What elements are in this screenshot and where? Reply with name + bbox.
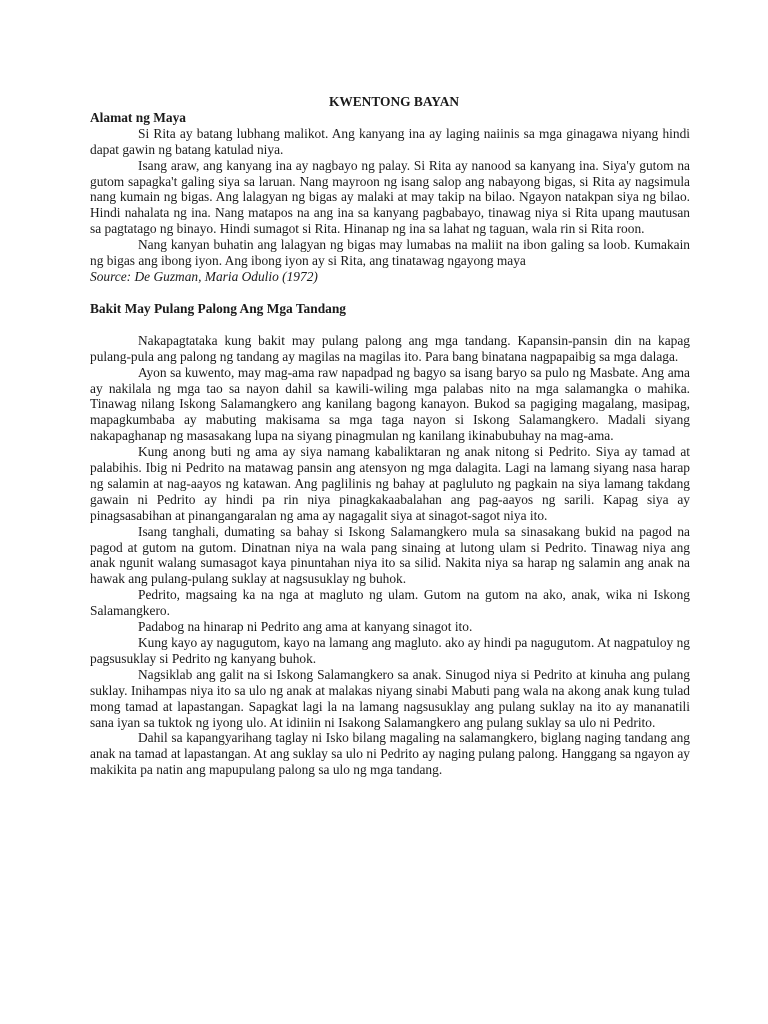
paragraph: Dahil sa kapangyarihang taglay ni Isko bilang magaling na salamangkero, biglang naging tandang ang anak na tamad at lapastangan. At ang suklay sa ulo ni Pedrito ay naging pulang palong. Hanggang sa ngayon ay makikita pa natin ang mapupulang palong sa ulo ng mga tandang. <box>90 730 690 778</box>
document-body <box>90 94 690 778</box>
paragraph: Nagsiklab ang galit na si Iskong Salamangkero sa anak. Sinugod niya si Pedrito at kinuha ang pulang suklay. Inihampas niya ito sa ulo ng anak at malakas niyang sinabi Mabuti pang wala na akong anak kung tulad mong tamad at lapastangan. Sapagkat lagi la na lamang nagsusuklay ang pulang suklay na ito ay mananatili sana iyan sa tuktok ng iyong ulo. At idiniin ni Isakong Salamangkero ang pulang suklay sa ulo ni Pedrito. <box>90 666 690 730</box>
paragraph: Nakapagtataka kung bakit may pulang palong ang mga tandang. Kapansin-pansin din na kapag pulang-pula ang palong ng tandang ay magilas na magilas ito. Para bang binatana nagpapaibig sa mga dalaga. <box>90 332 690 364</box>
paragraph: Kung kayo ay nagugutom, kayo na lamang ang magluto. ako ay hindi pa nagugutom. At nagpatuloy ng pagsusuklay si Pedrito ng kanyang buhok. <box>90 635 690 666</box>
paragraph: Kung anong buti ng ama ay siya namang kabaliktaran ng anak nitong si Pedrito. Siya ay tamad at palabihis. Ibig ni Pedrito na matawag pansin ang atensyon ng mga dalagita. Lagi na lamang siyang nasa harap ng salamin at nag-aayos ng katawan. Ang paglilinis ng bahay at pagluluto ng pagkain na siya lamang takdang gawain ni Pedrito ay hindi pa rin niya pinagkakaabalahan ang pag-aayos ng sarili. Kapag siya ay pinagsasabihan at pinangangaralan ng ama ay nagagalit siya at sinagot-sagot niya ito. <box>90 444 690 523</box>
page-title: KWENTONG BAYAN <box>328 94 460 109</box>
paragraph: Padabog na hinarap ni Pedrito ang ama at kanyang sinagot ito. <box>138 619 473 635</box>
source-citation: Source: De Guzman, Maria Odulio (1972) <box>90 268 318 284</box>
paragraph: Isang tanghali, dumating sa bahay si Iskong Salamangkero mula sa sinasakang bukid na pagod na pagod at gutom na gutom. Dinatnan niya na wala pang sinaing at lutong ulam si Pedrito. Tinawag niya ang anak ngunit walang sumasagot kaya pinuntahan niya ito sa silid. Nakita niya sa harap ng salamin ang anak na hawak ang pulang-pulang suklay at nagsusuklay ng buhok. <box>90 523 690 587</box>
paragraph: Nang kanyan buhatin ang lalagyan ng bigas may lumabas na maliit na ibon galing sa loob. Kumakain ng bigas ang ibong iyon. Ang ibong iyon ay si Rita, ang tinatawag ngayong maya <box>90 237 690 269</box>
paragraph: Pedrito, magsaing ka na nga at magluto ng ulam. Gutom na gutom na ako, anak, wika ni Iskong Salamangkero. <box>90 587 690 619</box>
paragraph: Si Rita ay batang lubhang malikot. Ang kanyang ina ay laging naiinis sa mga ginagawa niyang hindi dapat gawin ng batang katulad niya. <box>90 125 690 157</box>
section-heading-bakit-may-pulang-palong: Bakit May Pulang Palong Ang Mga Tandang <box>90 300 346 316</box>
section-heading-alamat-ng-maya: Alamat ng Maya <box>90 109 186 125</box>
paragraph: Isang araw, ang kanyang ina ay nagbayo ng palay. Si Rita ay nanood sa kanyang ina. Siya'y gutom na gutom sapagka't galing siya sa laruan. Nang mayroon ng isang salop ang nabayong bigas, si Rita ay nagsimula nang kumain ng bigas. Ang lalagyan ng bigas ay malaki at may takip na bilao. Ngayon natakpan siya ng bilao. Hindi nahalata ng ina. Nang matapos na ang ina sa kanyang pagbabayo, tinawag niya si Rita upang mautusan sa pagtatago ng binayo. Hindi sumagot si Rita. Hinanap ng ina sa lahat ng taguan, wala rin si Rita roon. <box>90 157 690 237</box>
paragraph: Ayon sa kuwento, may mag-ama raw napadpad ng bagyo sa isang baryo sa pulo ng Masbate. Ang ama ay nakilala ng mga tao sa nayon dahil sa kawili-wiling mga palabas nito na mga salamangka o mahika. Tinawag nilang Iskong Salamangkero ang kanilang bagong kanayon. Bukod sa pagiging magalang, masipag, mapagkumbaba ay mabuting makisama sa mga taga nayon si Iskong Salamangkero. Madali siyang nakapaghanap ng masasakang lupa na siyang pinagmulan ng kanilang ikinabubuhay na mag-ama. <box>90 364 690 444</box>
spacer <box>90 317 690 333</box>
